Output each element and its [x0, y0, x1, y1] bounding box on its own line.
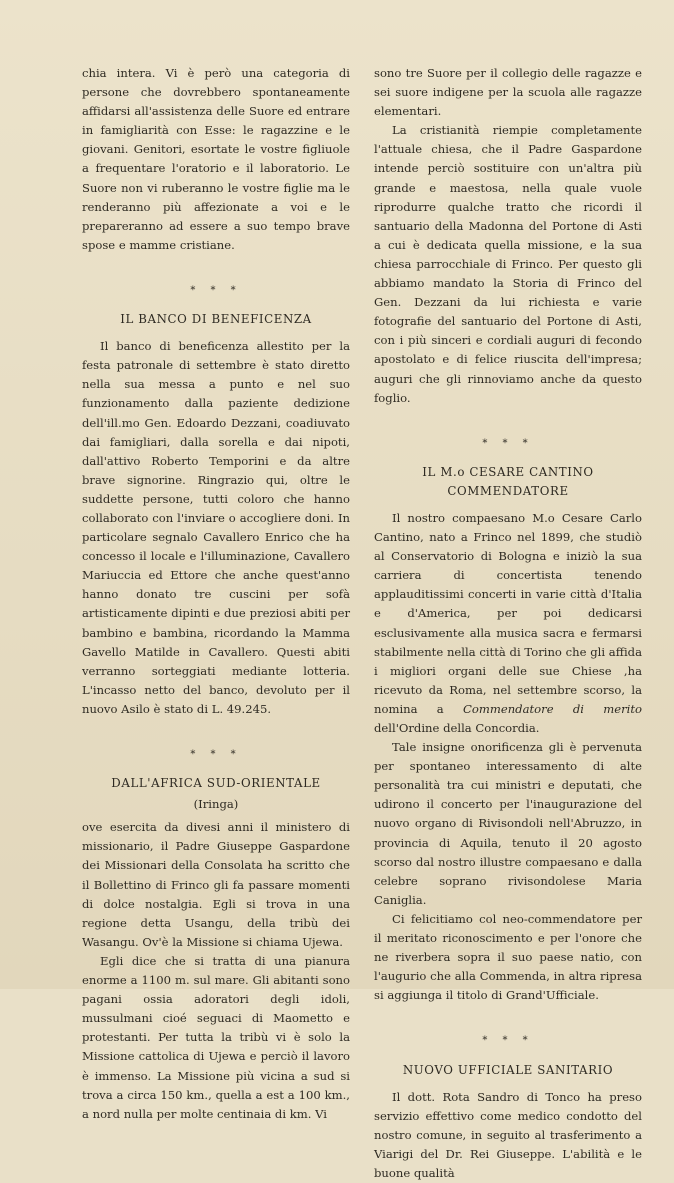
- paragraph-oratorio: chia intera. Vi è però una categoria di persone che dovrebbero spontaneamente affidarsi all'assistenza delle Suore ed entrare in famigliarità con Esse: le ragazzine e le giovani. Genitori, esortate le vostre figliuole a frequentare l'oratorio e il laboratorio. Le Suore non vi ruberanno le vostre figlie ma le renderanno più affezionate a voi e le prepareranno ad essere a suo tempo brave spose e mamme cristiane.: [82, 66, 350, 252]
- paragraph-felicitazioni: Ci felicitiamo col neo-commendatore per il meritato riconoscimento e per l'onore che ne riverbera sopra il suo paese natio, con l'augurio che alla Commenda, in altra ripresa si aggiunga il titolo di Grand'Ufficiale.: [374, 911, 642, 1003]
- paragraph-missione: ove esercita da divesi anni il ministero di missionario, il Padre Giuseppe Gaspardone dei Missionari della Consolata ha scritto che il Bollettino di Frinco gli fa passare momenti di dolce nostalgia. Egli si trova in una regione detta Usangu, della tribù dei Wasangu. Ov'è la Missione si chiama Ujewa.: [82, 820, 350, 949]
- paragraph-medico: Il dott. Rota Sandro di Tonco ha preso servizio effettivo come medico condotto del nostro comune, in seguito al trasferimento a Viarigi del Dr. Rei Giuseppe. L'abilità e le buone qualità: [374, 1089, 642, 1180]
- left-column: [82, 64, 350, 1124]
- italic-title: Commendatore di merito: [463, 701, 642, 716]
- paragraph-onorificenza: Tale insigne onorificenza gli è pervenuta per spontaneo interessamento di alte personalità tra cui ministri e deputati, che udirono il concerto per l'inaugurazione del nuovo organo di Rivisondoli nell'Abruzzo, in provincia di Aquila, tenuto il 20 agosto scorso dal nostro illustre compaesano e dalla celebre soprano rivisondolese Maria Caniglia.: [374, 740, 642, 907]
- heading-africa: DALL'AFRICA SUD-ORIENTALE: [111, 776, 321, 791]
- section-separator: * * *: [482, 1035, 534, 1047]
- section-separator: * * *: [190, 749, 242, 760]
- right-column: [374, 64, 642, 1183]
- paragraph-suore: sono tre Suore per il collegio delle ragazze e sei suore indigene per la scuola alle ragazze elementari.: [374, 66, 642, 119]
- paragraph-chiesa: La cristianità riempie completamente l'attuale chiesa, che il Padre Gaspardone intende perciò sostituire con un'altra più grande e maestosa, nella quale vuole riprodurre qualche tratto che ricordi il santuario della Madonna del Portone di Asti a cui è dedicata quella missione, e la sua chiesa parrocchiale di Frinco. Per questo gli abbiamo mandato la Storia di Frinco del Gen. Dezzani da lui richiesta e varie fotografie del santuario del Portone di Asti, con i più sinceri e cordiali auguri di fecondo apostolato e di felice riuscita dell'impresa; auguri che gli rinnoviamo anche da questo foglio.: [374, 123, 642, 405]
- paragraph-pianura: Egli dice che si tratta di una pianura enorme a 1100 m. sul mare. Gli abitanti sono pagani ossia adoratori degli idoli, mussulmani cioé seguaci di Maometto e protestanti. Per tutta la tribù vi è solo la Missione cattolica di Ujewa e perciò il lavoro è immenso. La Missione più vicina a sud si trova a circa 150 km., quella a est a 100 km., a nord nulla per molte centinaia di km. Vi: [82, 953, 350, 1121]
- section-separator: * * *: [482, 437, 534, 449]
- heading-banco-beneficenza: IL BANCO DI BENEFICENZA: [120, 312, 312, 327]
- section-separator: * * *: [190, 284, 242, 296]
- paragraph-banco: Il banco di beneficenza allestito per la festa patronale di settembre è stato diretto nella sua messa a punto e nel suo funzionamento dalla paziente dedizione dell'ill.mo Gen. Edoardo Dezzani, coadiuvato dai famigliari, dalla sorella e dai nipoti, dall'attivo Roberto Temporini e da altre brave signorine. Ringrazio qui, oltre le suddette persone, tutti coloro che hanno collaborato con l'inviare o accogliere doni. In particolare segnalo Cavallero Enrico che ha concesso il locale e l'illuminazione, Cavallero Mariuccia ed Ettore che anche quest'anno hanno donato tre cuscini per sofà artisticamente dipinti e due preziosi abiti per bambino e bambina, ricordando la Mamma Gavello Matilde in Cavallero. Questi abiti verranno sorteggiati mediante lotteria. L'incasso netto del banco, devoluto per il nuovo Asilo è stato di L. 49.245.: [82, 339, 350, 716]
- heading-ufficiale-sanitario: NUOVO UFFICIALE SANITARIO: [402, 1062, 614, 1077]
- heading-cantino: IL M.o CESARE CANTINO COMMENDATORE: [422, 464, 594, 498]
- paragraph-cantino: [374, 509, 642, 738]
- subheading-iringa: (Iringa): [193, 797, 239, 812]
- text-run: dell'Ordine della Concordia.: [374, 721, 540, 735]
- text-run: Il nostro compaesano M.o Cesare Carlo Cantino, nato a Frinco nel 1899, che studiò al Conservatorio di Bologna e iniziò la sua carriera di concertista tenendo applauditissimi concerti in varie città d'Italia e d'America, per poi dedicarsi esclusivamente alla musica sacra e fermarsi stabilmente nella città di Torino che gli affida i migliori organi delle sue Chiese ,ha ricevuto da Roma, nel settembre scorso, la nomina a: [374, 510, 642, 716]
